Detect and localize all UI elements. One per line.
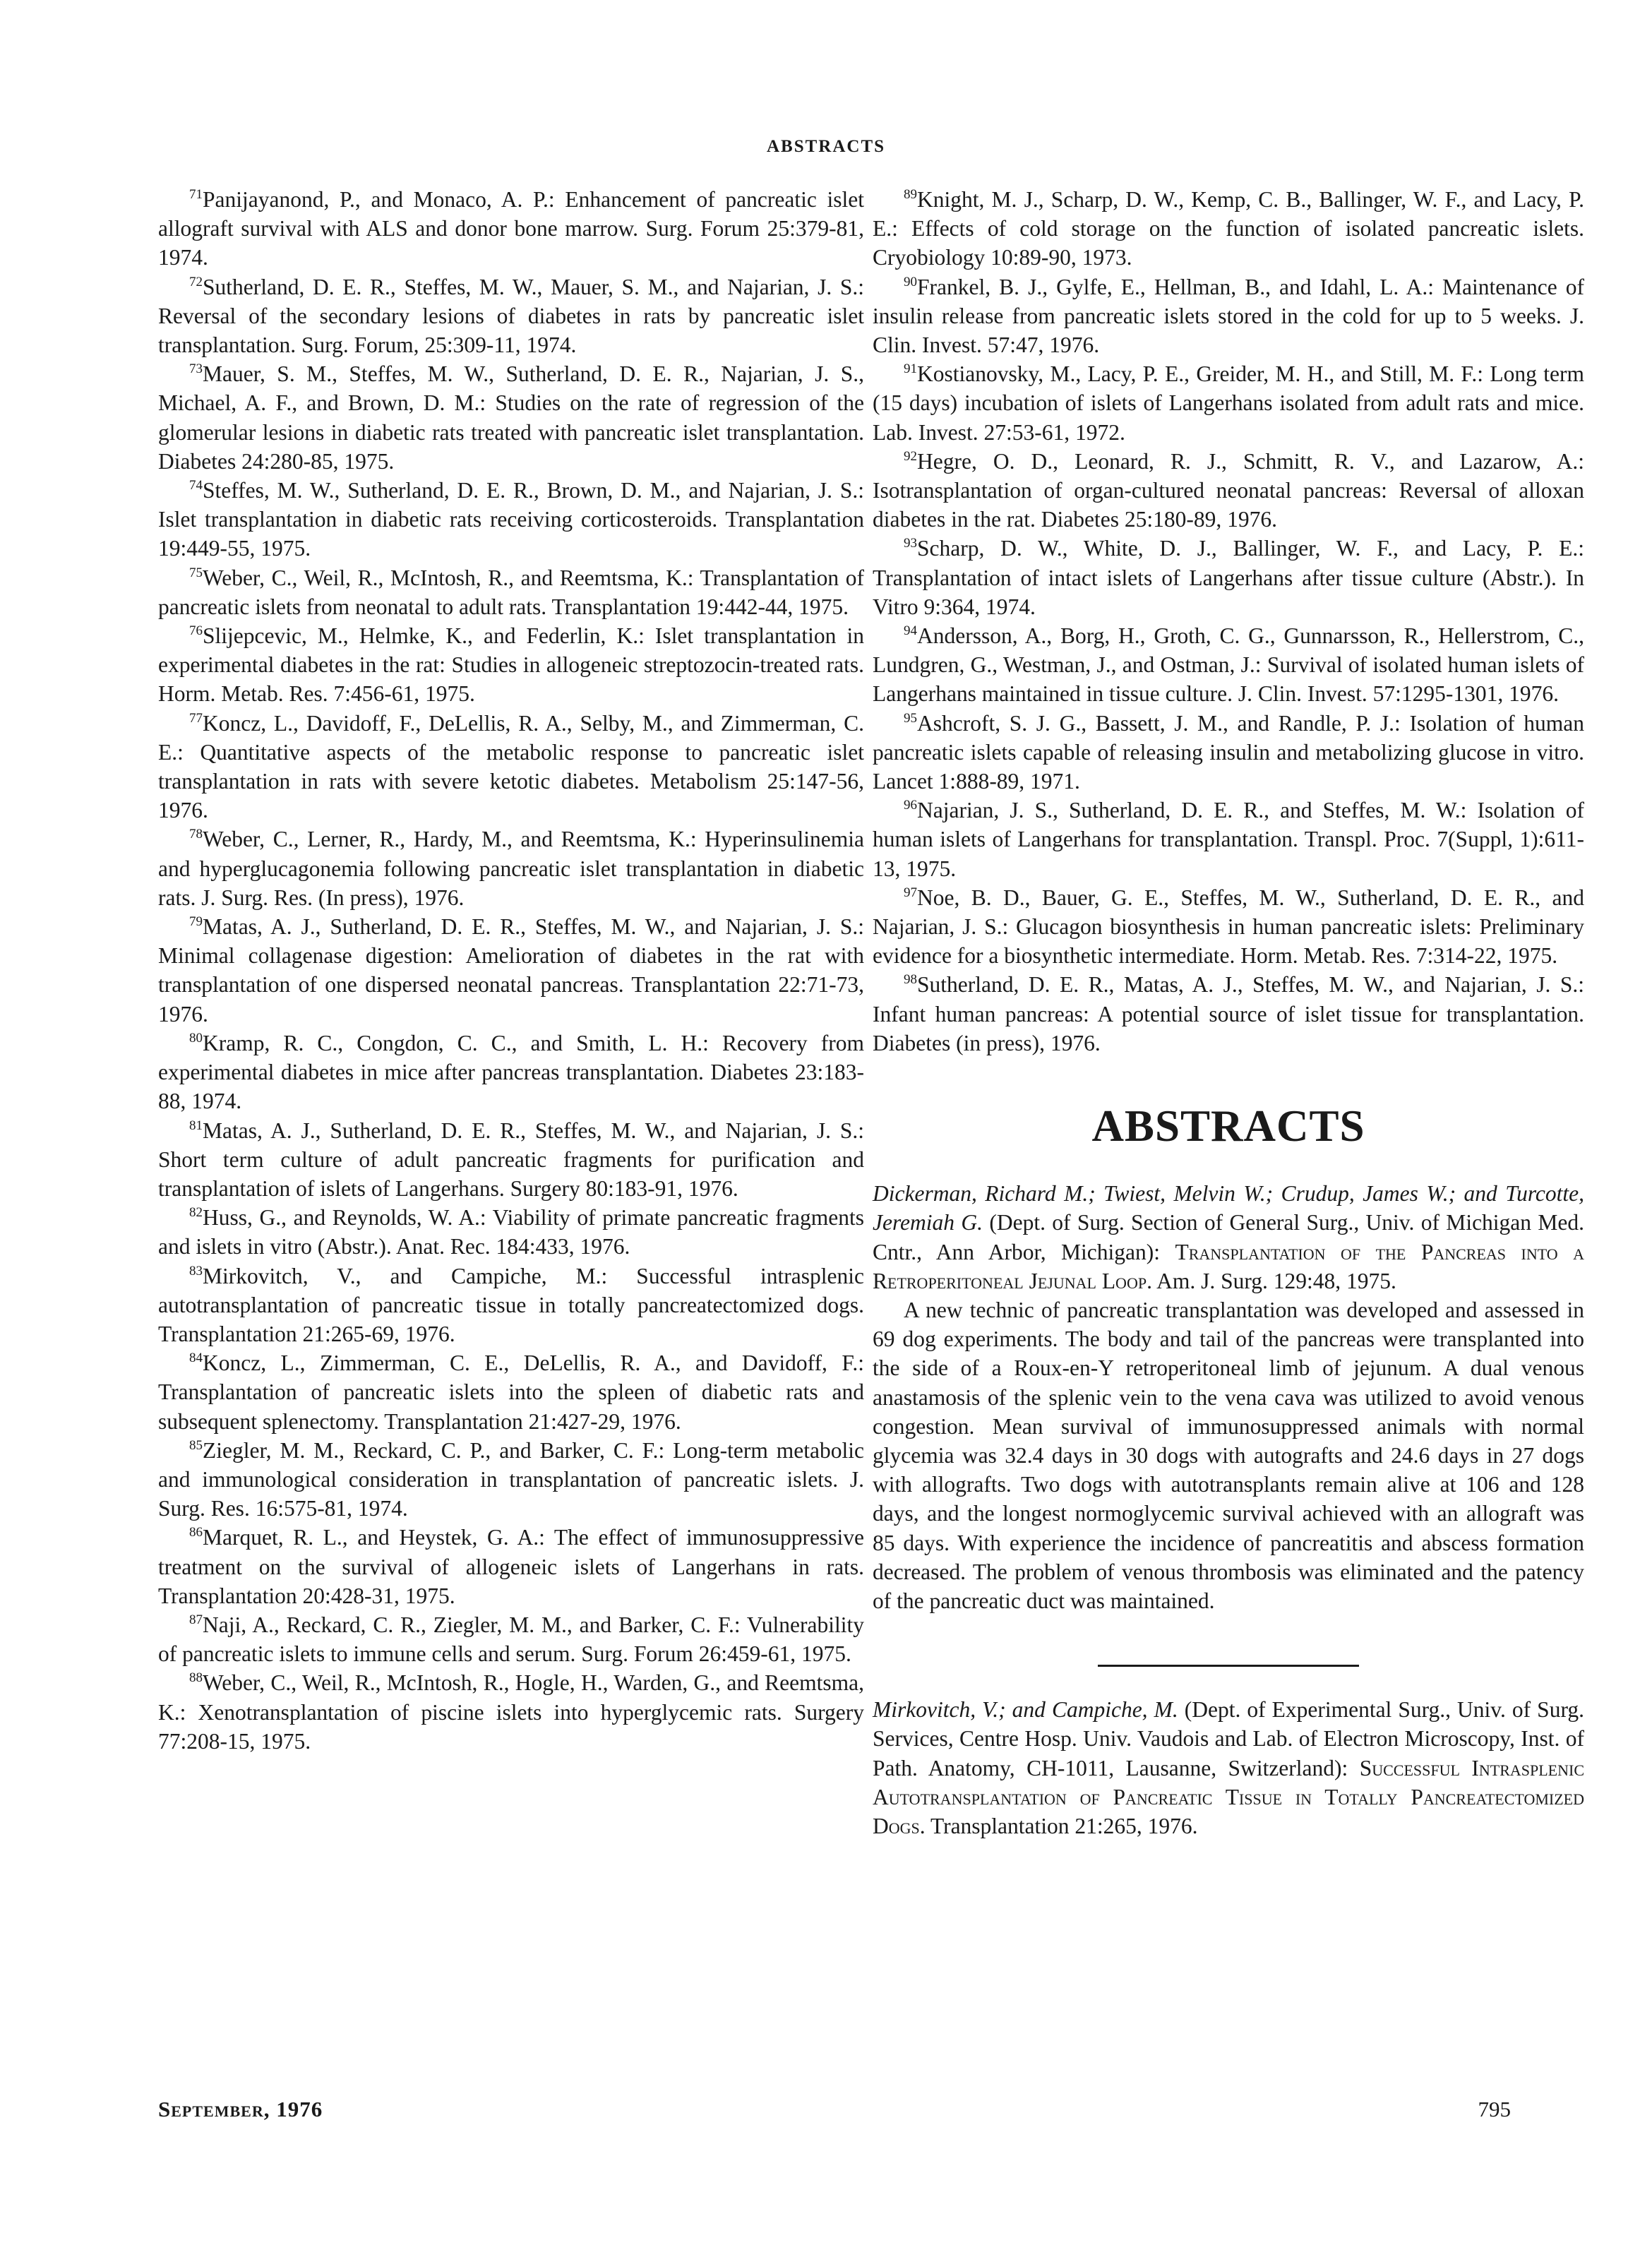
- reference-text: Weber, C., Weil, R., McIntosh, R., and Reemtsma, K.: Transplantation of pancreatic islets from neonatal to adult rats. Transplantation 19:442-44, 1975.: [158, 565, 864, 619]
- references-left-column: [158, 185, 864, 1756]
- reference-number: 82: [189, 1205, 203, 1221]
- reference-number: 92: [904, 448, 917, 464]
- reference-text: Weber, C., Weil, R., McIntosh, R., Hogle, H., Warden, G., and Reemtsma, K.: Xenotransplantation of piscine islets into hyperglycemic rats. Surgery 77:208-15, 1975.: [158, 1670, 864, 1754]
- reference-number: 96: [904, 798, 917, 813]
- reference-item: [158, 1668, 864, 1756]
- reference-item: [873, 796, 1584, 883]
- reference-item: [873, 185, 1584, 273]
- reference-item: [158, 476, 864, 563]
- reference-number: 89: [904, 187, 917, 202]
- page-number: 795: [1478, 2097, 1511, 2121]
- reference-item: [158, 563, 864, 621]
- reference-number: 75: [189, 565, 203, 580]
- reference-number: 72: [189, 274, 203, 289]
- reference-text: Koncz, L., Davidoff, F., DeLellis, R. A., Selby, M., and Zimmerman, C. E.: Quantitative aspects of the metabolic response to pancreatic islet transplantation in rats with severe ketotic diabetes. Metabolism 25:147-56, 1976.: [158, 710, 864, 823]
- reference-number: 97: [904, 885, 917, 900]
- reference-item: [158, 1348, 864, 1436]
- reference-text: Naji, A., Reckard, C. R., Ziegler, M. M., and Barker, C. F.: Vulnerability of pancreatic islets to immune cells and serum. Surg. Forum 26:459-61, 1975.: [158, 1612, 864, 1667]
- reference-text: Steffes, M. W., Sutherland, D. E. R., Brown, D. M., and Najarian, J. S.: Islet transplantation in diabetic rats receiving corticosteroids. Transplantation 19:449-55, 1975.: [158, 478, 864, 561]
- reference-text: Marquet, R. L., and Heystek, G. A.: The effect of immunosuppressive treatment on the survival of allogeneic islets of Langerhans in rats. Transplantation 20:428-31, 1975.: [158, 1525, 864, 1608]
- separator-rule: [1098, 1665, 1359, 1667]
- abstract-2-affiliation: (Dept. of Experimental Surg., Univ. of Surg. Services, Centre Hosp. Univ. Vaudois and Lab. of Electron Microscopy, Inst. of Path. Anatomy, CH-1011, Lausanne, Switzerland):: [873, 1697, 1584, 1780]
- reference-number: 98: [904, 972, 917, 988]
- reference-item: [873, 621, 1584, 709]
- abstract-1-authors: Dickerman, Richard M.; Twiest, Melvin W.; Crudup, James W.; and Turcotte, Jeremiah G.: [873, 1181, 1584, 1235]
- section-title: ABSTRACTS: [1091, 1101, 1365, 1151]
- reference-text: Matas, A. J., Sutherland, D. E. R., Steffes, M. W., and Najarian, J. S.: Short term culture of adult pancreatic fragments for purification and transplantation of islets of Langerhans. Surgery 80:183-91, 1976.: [158, 1118, 864, 1201]
- reference-number: 87: [189, 1612, 203, 1627]
- reference-text: Noe, B. D., Bauer, G. E., Steffes, M. W., Sutherland, D. E. R., and Najarian, J. S.: Glucagon biosynthesis in human pancreatic islets: Preliminary evidence for a biosynthetic intermediate. Horm. Metab. Res. 7:314-22, 1975.: [873, 885, 1584, 969]
- reference-text: Mauer, S. M., Steffes, M. W., Sutherland, D. E. R., Najarian, J. S., Michael, A. F., and Brown, D. M.: Studies on the rate of regression of the glomerular lesions in diabetic rats treated with pancreatic islet transplantation. Diabetes 24:280-85, 1975.: [158, 361, 864, 474]
- reference-number: 90: [904, 274, 917, 289]
- reference-number: 74: [189, 478, 203, 493]
- abstract-2-authors: Mirkovitch, V.; and Campiche, M.: [873, 1697, 1178, 1723]
- reference-number: 88: [189, 1670, 203, 1686]
- abstract-1-header: [873, 1179, 1584, 1295]
- reference-number: 80: [189, 1030, 203, 1046]
- reference-number: 84: [189, 1351, 203, 1366]
- reference-text: Scharp, D. W., White, D. J., Ballinger, W. F., and Lacy, P. E.: Transplantation of intact islets of Langerhans after tissue culture (Abstr.). In Vitro 9:364, 1974.: [873, 536, 1584, 619]
- reference-item: [873, 970, 1584, 1058]
- reference-item: [158, 621, 864, 709]
- reference-number: 93: [904, 536, 917, 551]
- reference-item: [873, 273, 1584, 360]
- reference-item: [158, 1203, 864, 1261]
- abstract-1-citation: Am. J. Surg. 129:48, 1975.: [1151, 1268, 1396, 1293]
- reference-number: 81: [189, 1118, 203, 1133]
- reference-number: 95: [904, 710, 917, 726]
- reference-item: [158, 1116, 864, 1204]
- reference-text: Ziegler, M. M., Reckard, C. P., and Barker, C. F.: Long-term metabolic and immunological consideration in transplantation of pancreatic islets. J. Surg. Res. 16:575-81, 1974.: [158, 1437, 864, 1521]
- reference-item: [873, 534, 1584, 621]
- reference-item: [158, 825, 864, 912]
- right-column: [873, 185, 1584, 1840]
- reference-item: [873, 709, 1584, 796]
- abstract-1-affiliation: (Dept. of Surg. Section of General Surg., Univ. of Michigan Med. Cntr., Ann Arbor, Michigan):: [873, 1210, 1584, 1264]
- reference-item: [873, 359, 1584, 447]
- reference-number: 73: [189, 361, 203, 377]
- reference-item: [158, 709, 864, 825]
- reference-text: Panijayanond, P., and Monaco, A. P.: Enhancement of pancreatic islet allograft survival with ALS and donor bone marrow. Surg. Forum 25:379-81, 1974.: [158, 187, 864, 270]
- reference-number: 94: [904, 623, 917, 639]
- reference-item: [158, 912, 864, 1029]
- reference-item: [158, 273, 864, 360]
- reference-number: 85: [189, 1437, 203, 1453]
- abstract-2-citation: Transplantation 21:265, 1976.: [925, 1813, 1198, 1838]
- reference-text: Huss, G., and Reynolds, W. A.: Viability of primate pancreatic fragments and islets in vitro (Abstr.). Anat. Rec. 184:433, 1976.: [158, 1205, 864, 1259]
- reference-number: 79: [189, 914, 203, 930]
- reference-number: 86: [189, 1525, 203, 1540]
- abstract-1-title: Transplantation of the Pancreas into a Retroperitoneal Jejunal Loop.: [873, 1239, 1584, 1293]
- reference-number: 91: [904, 361, 917, 377]
- reference-item: [158, 185, 864, 273]
- reference-text: Sutherland, D. E. R., Matas, A. J., Steffes, M. W., and Najarian, J. S.: Infant human pancreas: A potential source of islet tissue for transplantation. Diabetes (in press), 1976.: [873, 972, 1584, 1055]
- reference-text: Koncz, L., Zimmerman, C. E., DeLellis, R. A., and Davidoff, F.: Transplantation of pancreatic islets into the spleen of diabetic rats and subsequent splenectomy. Transplantation 21:427-29, 1976.: [158, 1351, 864, 1434]
- reference-text: Andersson, A., Borg, H., Groth, C. G., Gunnarsson, R., Hellerstrom, C., Lundgren, G., Westman, J., and Ostman, J.: Survival of isolated human islets of Langerhans maintained in tissue culture. J. Clin. Invest. 57:1295-1301, 1976.: [873, 623, 1584, 707]
- reference-item: [158, 359, 864, 476]
- reference-text: Sutherland, D. E. R., Steffes, M. W., Mauer, S. M., and Najarian, J. S.: Reversal of the secondary lesions of diabetes in rats by pancreatic islet transplantation. Surg. Forum, 25:309-11, 1974.: [158, 274, 864, 358]
- reference-item: [158, 1610, 864, 1668]
- reference-text: Knight, M. J., Scharp, D. W., Kemp, C. B., Ballinger, W. F., and Lacy, P. E.: Effects of cold storage on the function of isolated pancreatic islets. Cryobiology 10:89-90, 1973.: [873, 187, 1584, 270]
- reference-item: [158, 1029, 864, 1116]
- reference-text: Hegre, O. D., Leonard, R. J., Schmitt, R. V., and Lazarow, A.: Isotransplantation of organ-cultured neonatal pancreas: Reversal of alloxan diabetes in the rat. Diabetes 25:180-89, 1976.: [873, 448, 1584, 532]
- reference-text: Najarian, J. S., Sutherland, D. E. R., and Steffes, M. W.: Isolation of human islets of Langerhans for transplantation. Transpl. Proc. 7(Suppl, 1):611-13, 1975.: [873, 798, 1584, 881]
- abstract-2-title: Successful Intrasplenic Autotransplantation of Pancreatic Tissue in Totally Pancreatectomized Dogs.: [873, 1755, 1584, 1838]
- reference-text: Ashcroft, S. J. G., Bassett, J. M., and Randle, P. J.: Isolation of human pancreatic islets capable of releasing insulin and metabolizing glucose in vitro. Lancet 1:888-89, 1971.: [873, 710, 1584, 794]
- reference-text: Kramp, R. C., Congdon, C. C., and Smith, L. H.: Recovery from experimental diabetes in mice after pancreas transplantation. Diabetes 23:183-88, 1974.: [158, 1030, 864, 1114]
- reference-item: [873, 447, 1584, 534]
- reference-item: [158, 1262, 864, 1349]
- reference-text: Slijepcevic, M., Helmke, K., and Federlin, K.: Islet transplantation in experimental diabetes in the rat: Studies in allogeneic streptozocin-treated rats. Horm. Metab. Res. 7:456-61, 1975.: [158, 623, 864, 707]
- abstract-1-body: A new technic of pancreatic transplantation was developed and assessed in 69 dog experiments. The body and tail of the pancreas were transplanted into the side of a Roux-en-Y retroperitoneal limb of jejunum. A dual venous anastamosis of the splenic vein to the vena cava was utilized to avoid venous congestion. Mean survival of immunosuppressed animals with normal glycemia was 32.4 days in 30 dogs with autografts and 24.6 days in 27 dogs with allografts. Two dogs with autotransplants remain alive at 106 and 128 days, and the longest normoglycemic survival achieved with an allograft was 85 days. With experience the incidence of pancreatitis and abscess formation decreased. The problem of venous thrombosis was eliminated and the patency of the pancreatic duct was maintained.: [873, 1297, 1584, 1613]
- reference-text: Weber, C., Lerner, R., Hardy, M., and Reemtsma, K.: Hyperinsulinemia and hyperglucagonemia following pancreatic islet transplantation in diabetic rats. J. Surg. Res. (In press), 1976.: [158, 827, 864, 910]
- reference-text: Frankel, B. J., Gylfe, E., Hellman, B., and Idahl, L. A.: Maintenance of insulin release from pancreatic islets stored in the cold for up to 5 weeks. J. Clin. Invest. 57:47, 1976.: [873, 274, 1584, 358]
- reference-text: Matas, A. J., Sutherland, D. E. R., Steffes, M. W., and Najarian, J. S.: Minimal collagenase digestion: Amelioration of diabetes in the rat with transplantation of one dispersed neonatal pancreas. Transplantation 22:71-73, 1976.: [158, 914, 864, 1026]
- reference-item: [158, 1523, 864, 1610]
- reference-number: 71: [189, 187, 203, 202]
- footer-date: September, 1976: [158, 2097, 323, 2121]
- reference-number: 78: [189, 827, 203, 842]
- reference-item: [158, 1436, 864, 1523]
- references-right-list: [873, 185, 1584, 1058]
- reference-number: 76: [189, 623, 203, 639]
- reference-item: [873, 883, 1584, 971]
- running-head: ABSTRACTS: [766, 137, 886, 156]
- abstract-2-header: [873, 1695, 1584, 1840]
- reference-number: 83: [189, 1263, 203, 1279]
- reference-number: 77: [189, 710, 203, 726]
- reference-text: Kostianovsky, M., Lacy, P. E., Greider, M. H., and Still, M. F.: Long term (15 days) incubation of islets of Langerhans isolated from adult rats and mice. Lab. Invest. 27:53-61, 1972.: [873, 361, 1584, 445]
- reference-text: Mirkovitch, V., and Campiche, M.: Successful intrasplenic autotransplantation of pancreatic tissue in totally pancreatectomized dogs. Transplantation 21:265-69, 1976.: [158, 1263, 864, 1346]
